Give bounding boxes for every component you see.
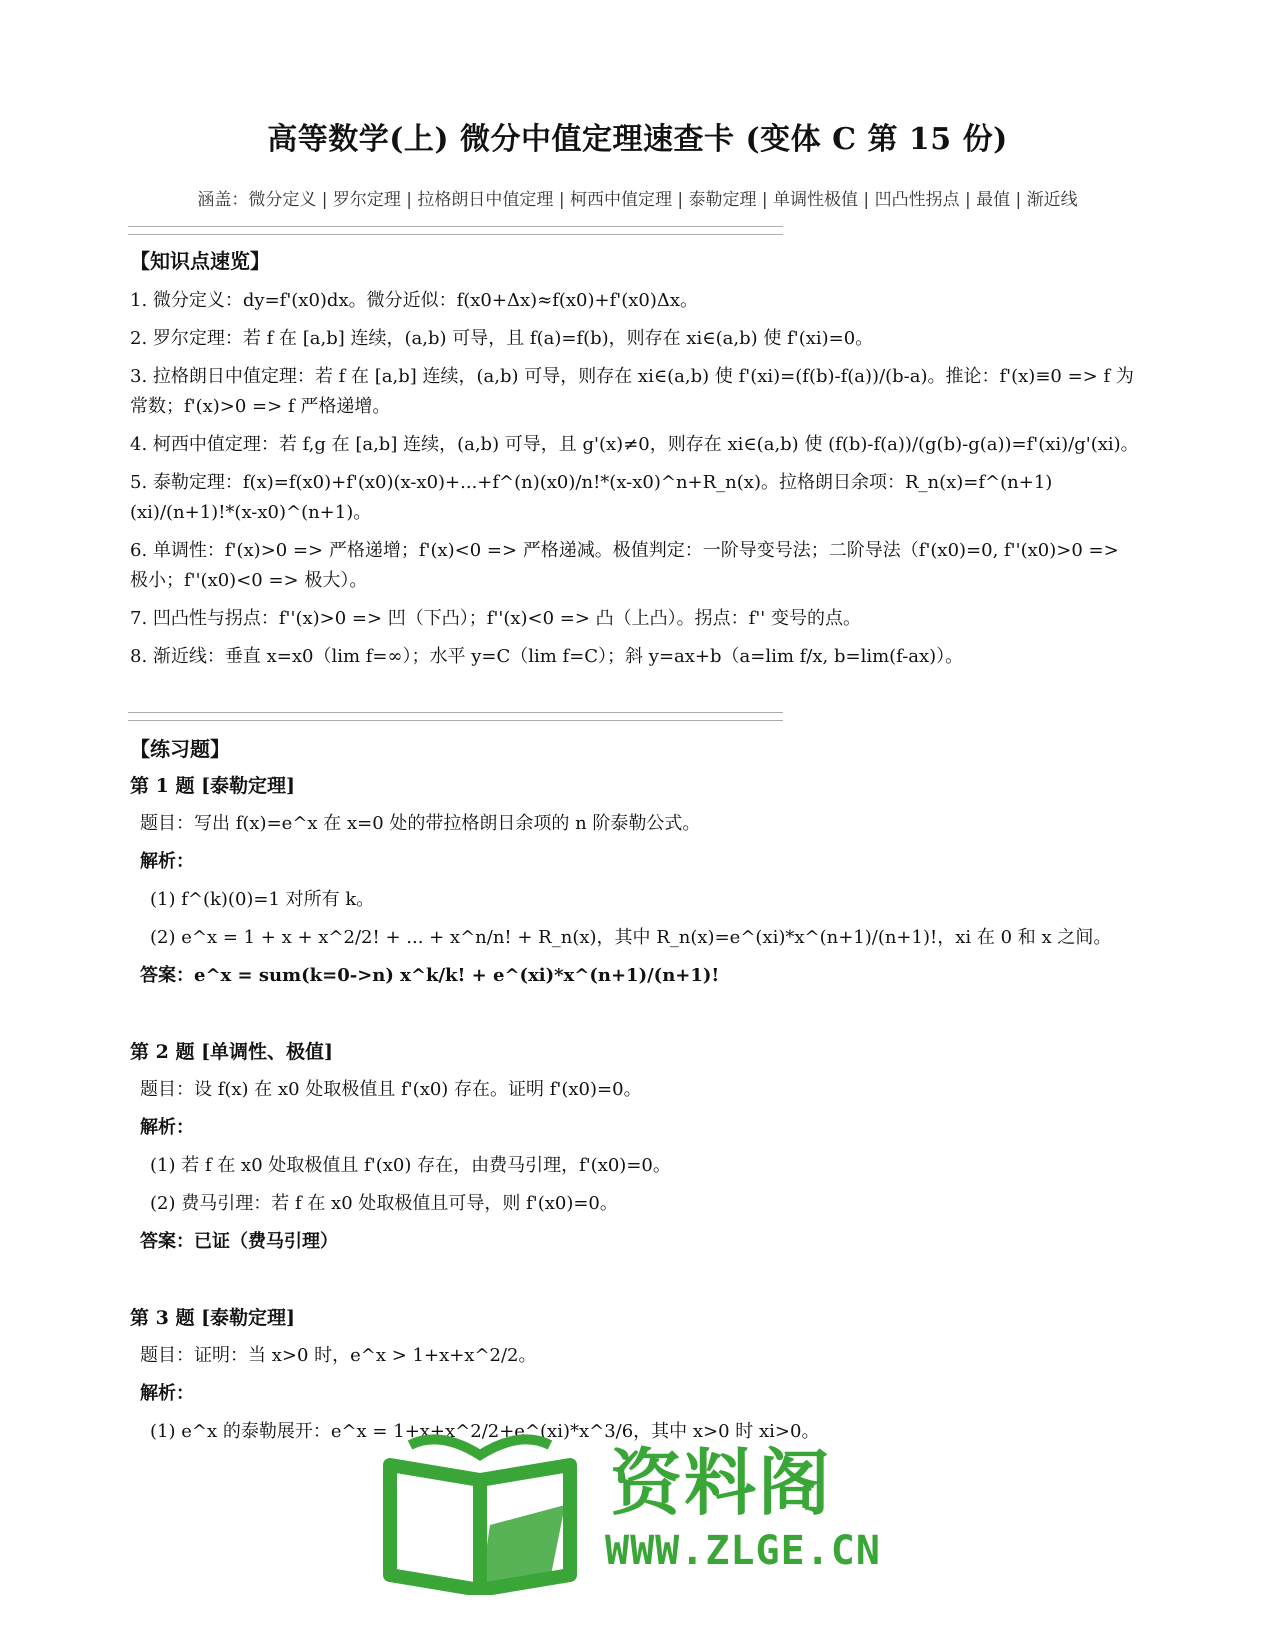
knowledge-point: 5. 泰勒定理：f(x)=f(x0)+f'(x0)(x-x0)+...+f^(n)(x0)/n!*(x-x0)^n+R_n(x)。拉格朗日余项：R_n(x)=f^(n+1)(xi)/(n+1)!*(x-x0)^(n+1)。 (130, 472, 1053, 523)
analysis-step: (1) e^x 的泰勒展开：e^x = 1+x+x^2/2+e^(xi)*x^3/6，其中 x>0 时 xi>0。 (150, 1421, 820, 1442)
analysis-label: 解析： (140, 1383, 194, 1404)
problem-answer: 答案：e^x = sum(k=0->n) x^k/k! + e^(xi)*x^(n+1)/(n+1)! (140, 965, 720, 986)
book-icon (380, 1425, 580, 1595)
watermark-logo (400, 1425, 880, 1595)
analysis-label: 解析： (140, 1117, 194, 1138)
knowledge-point: 2. 罗尔定理：若 f 在 [a,b] 连续，(a,b) 可导，且 f(a)=f(b)，则存在 xi∈(a,b) 使 f'(xi)=0。 (130, 328, 874, 349)
analysis-step: (1) f^(k)(0)=1 对所有 k。 (150, 889, 375, 910)
problem-question: 题目：写出 f(x)=e^x 在 x=0 处的带拉格朗日余项的 n 阶泰勒公式。 (140, 813, 701, 834)
knowledge-point: 7. 凹凸性与拐点：f''(x)>0 => 凹（下凸）；f''(x)<0 => 凸（上凸）。拐点：f'' 变号的点。 (130, 608, 861, 629)
problem-block (130, 1038, 1140, 1256)
knowledge-heading: 【知识点速览】 (130, 249, 270, 273)
analysis-label: 解析： (140, 851, 194, 872)
divider (128, 226, 783, 235)
exercise-heading: 【练习题】 (130, 737, 230, 761)
page-subtitle: 涵盖：微分定义 | 罗尔定理 | 拉格朗日中值定理 | 柯西中值定理 | 泰勒定理 | 单调性极值 | 凹凸性拐点 | 最值 | 渐近线 (197, 190, 1078, 210)
problem-question: 题目：设 f(x) 在 x0 处取极值且 f'(x0) 存在。证明 f'(x0)=0。 (140, 1079, 642, 1100)
exercise-section (130, 734, 1140, 1446)
problem-header: 第 2 题 [单调性、极值] (130, 1041, 334, 1063)
problem-answer: 答案：已证（费马引理） (140, 1231, 338, 1252)
problem-block (130, 772, 1140, 990)
problem-header: 第 1 题 [泰勒定理] (130, 775, 296, 797)
knowledge-point: 4. 柯西中值定理：若 f,g 在 [a,b] 连续，(a,b) 可导，且 g'(x)≠0，则存在 xi∈(a,b) 使 (f(b)-f(a))/(g(b)-g(a))=f'(xi)/g'(xi)。 (130, 434, 1139, 455)
analysis-step: (2) 费马引理：若 f 在 x0 处取极值且可导，则 f'(x0)=0。 (150, 1193, 618, 1214)
divider (128, 712, 783, 721)
watermark-name-en: WWW.ZLGE.CN (605, 1528, 881, 1574)
problem-header: 第 3 题 [泰勒定理] (130, 1307, 296, 1329)
analysis-step: (1) 若 f 在 x0 处取极值且 f'(x0) 存在，由费马引理，f'(x0)=0。 (150, 1155, 671, 1176)
knowledge-point: 8. 渐近线：垂直 x=x0（lim f=∞）；水平 y=C（lim f=C）；斜 y=ax+b（a=lim f/x, b=lim(f-ax)）。 (130, 646, 964, 667)
problem-question: 题目：证明：当 x>0 时，e^x > 1+x+x^2/2。 (140, 1345, 537, 1366)
knowledge-section (130, 246, 1140, 672)
watermark-name-cn: 资料阁 (610, 1441, 833, 1525)
knowledge-point: 1. 微分定义：dy=f'(x0)dx。微分近似：f(x0+Δx)≈f(x0)+f'(x0)Δx。 (130, 290, 699, 311)
analysis-step: (2) e^x = 1 + x + x^2/2! + ... + x^n/n! + R_n(x)，其中 R_n(x)=e^(xi)*x^(n+1)/(n+1)!，xi 在 0 和 x 之间。 (150, 927, 1112, 948)
knowledge-point: 6. 单调性：f'(x)>0 => 严格递增；f'(x)<0 => 严格递减。极值判定：一阶导变号法；二阶导法（f'(x0)=0, f''(x0)>0 => 极小；f''(x0)<0 => 极大）。 (130, 540, 1119, 591)
knowledge-point: 3. 拉格朗日中值定理：若 f 在 [a,b] 连续，(a,b) 可导，则存在 xi∈(a,b) 使 f'(xi)=(f(b)-f(a))/(b-a)。推论：f'(x)≡0 => f 为常数；f'(x)>0 => f 严格递增。 (130, 366, 1134, 417)
page-title: 高等数学(上) 微分中值定理速查卡 (变体 C 第 15 份) (267, 122, 1008, 157)
